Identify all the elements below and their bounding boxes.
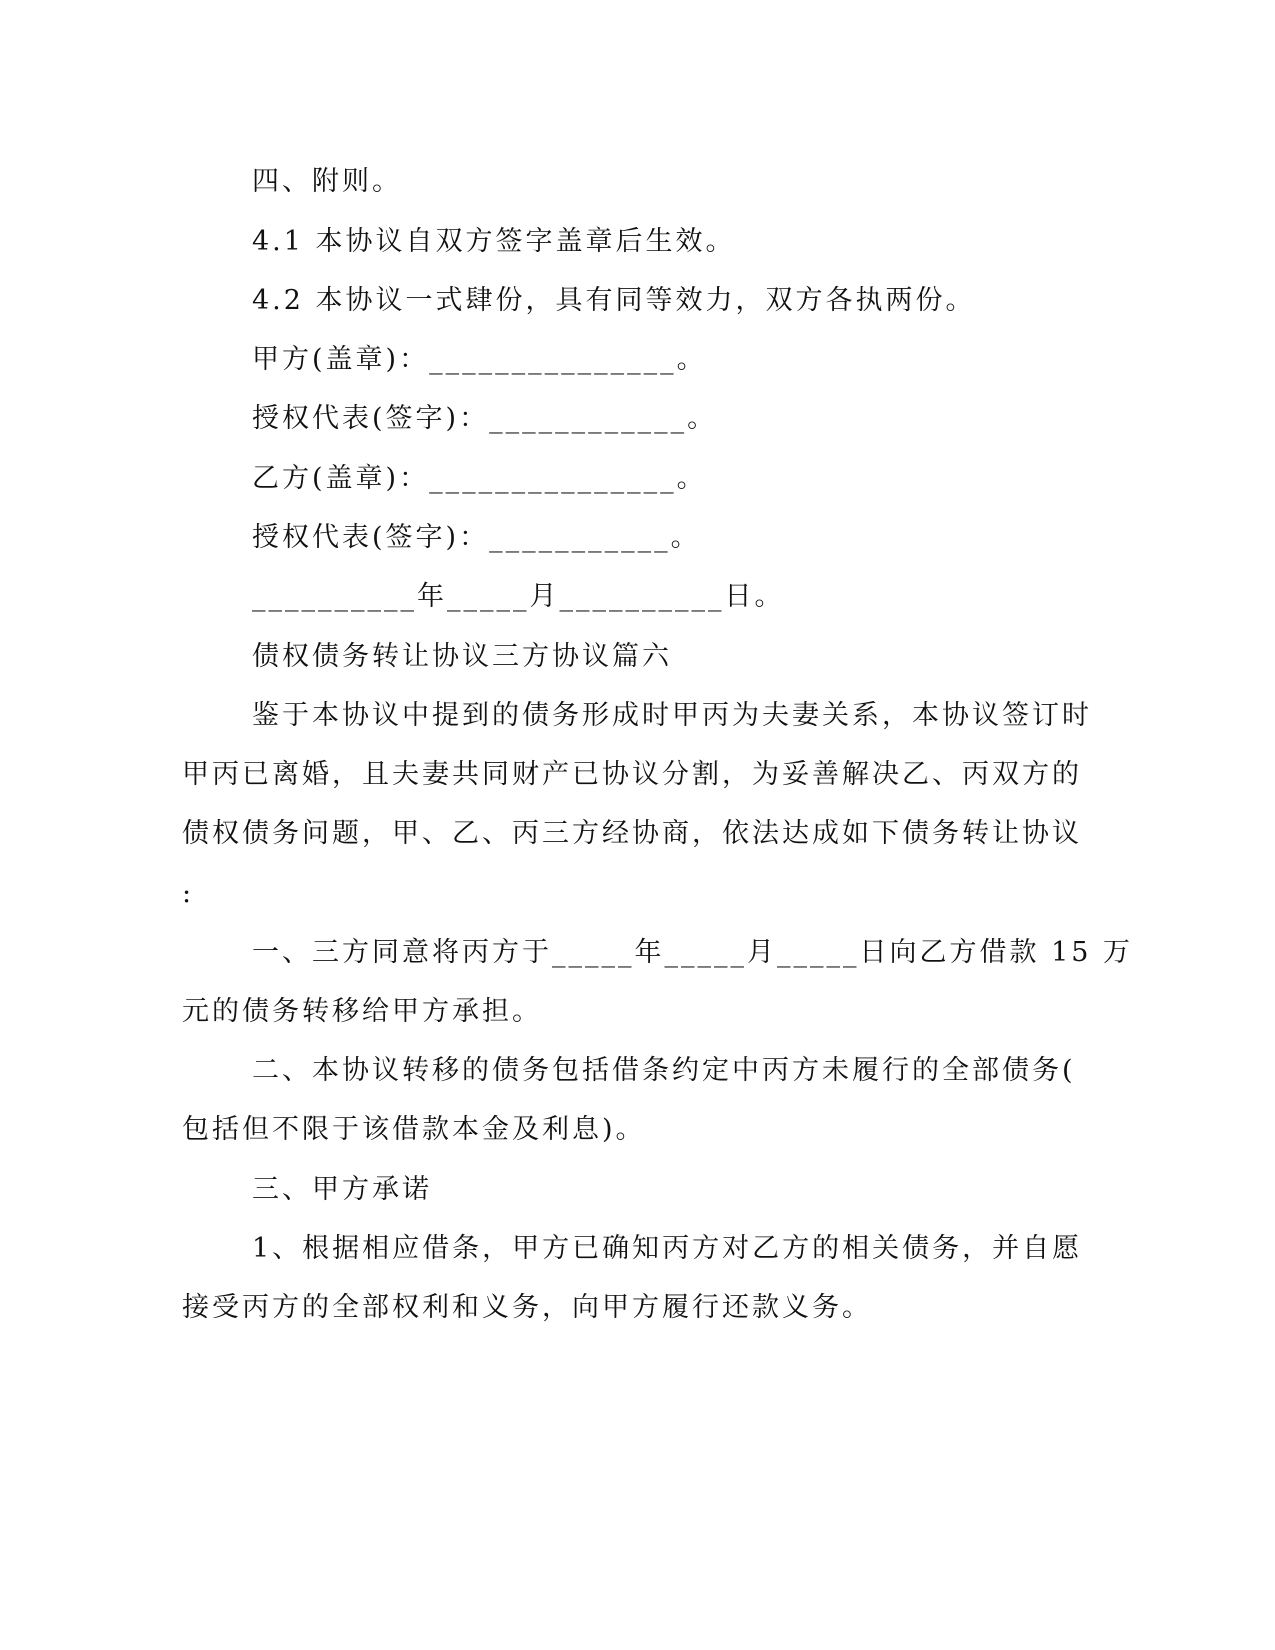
agreement-title: 债权债务转让协议三方协议篇六 [252, 641, 672, 672]
preamble-line-1: 鉴于本协议中提到的债务形成时甲丙为夫妻关系，本协议签订时 [252, 700, 1092, 731]
clause-4-2: 4.2 本协议一式肆份，具有同等效力，双方各执两份。 [252, 285, 976, 316]
party-b-representative-line: 授权代表(签字)：___________。 [252, 522, 701, 553]
clause-4-1: 4.1 本协议自双方签字盖章后生效。 [252, 226, 736, 257]
party-a-representative-line: 授权代表(签字)：____________。 [252, 403, 718, 434]
preamble-line-3: 债权债务问题，甲、乙、丙三方经协商，依法达成如下债务转让协议 [182, 818, 1082, 849]
party-a-seal-line: 甲方(盖章)：_______________。 [252, 344, 707, 375]
party-b-seal-line: 乙方(盖章)：_______________。 [252, 463, 707, 494]
article-2-line-1: 二、本协议转移的债务包括借条约定中丙方未履行的全部债务( [252, 1055, 1076, 1086]
article-2-line-2: 包括但不限于该借款本金及利息)。 [182, 1114, 646, 1145]
section-heading-supplementary: 四、附则。 [252, 166, 402, 197]
preamble-line-2: 甲丙已离婚，且夫妻共同财产已协议分割，为妥善解决乙、丙双方的 [182, 759, 1082, 790]
article-3-item-1-line-2: 接受丙方的全部权利和义务，向甲方履行还款义务。 [182, 1292, 872, 1323]
date-line: __________年_____月__________日。 [252, 581, 785, 612]
article-3-heading: 三、甲方承诺 [252, 1174, 432, 1205]
preamble-line-4: : [182, 878, 195, 909]
article-3-item-1-line-1: 1、根据相应借条，甲方已确知丙方对乙方的相关债务，并自愿 [252, 1233, 1083, 1264]
article-1-line-2: 元的债务转移给甲方承担。 [182, 996, 542, 1027]
article-1-line-1: 一、三方同意将丙方于_____年_____月_____日向乙方借款 15 万 [252, 937, 1134, 968]
